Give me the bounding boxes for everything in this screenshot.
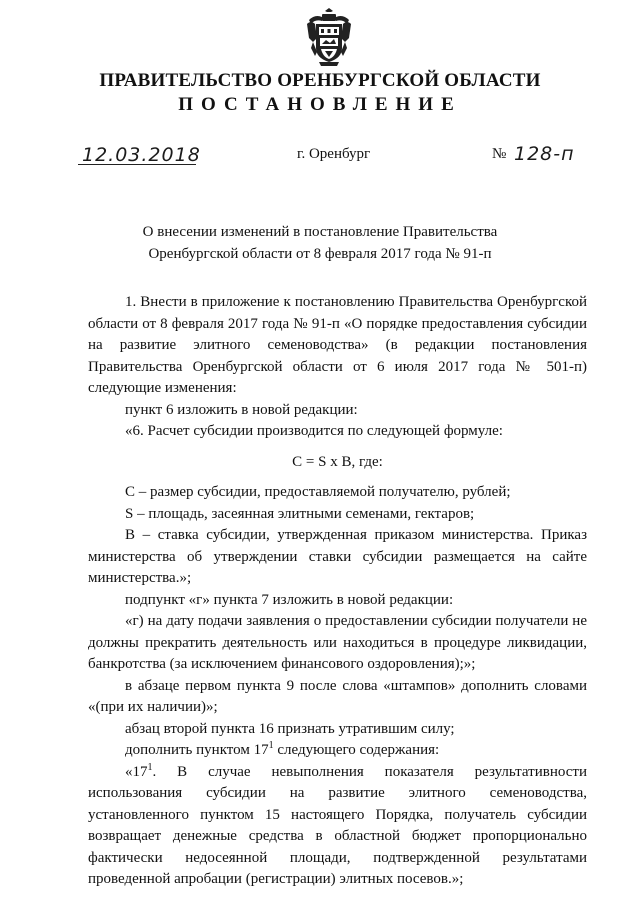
paragraph-4: С – размер субсидии, предоставляемой получателю, рублей; bbox=[125, 484, 511, 500]
paragraph-12-text: «17 bbox=[125, 763, 148, 780]
paragraph-3: «6. Расчет субсидии производится по следующей формуле: bbox=[125, 423, 503, 439]
paragraph-11-superscript: 1 bbox=[268, 740, 274, 751]
paragraph-11-tail: следующего содержания: bbox=[273, 742, 440, 758]
formula: С = S x В, где: bbox=[292, 453, 383, 470]
government-title: ПРАВИТЕЛЬСТВО ОРЕНБУРГСКОЙ ОБЛАСТИ bbox=[99, 70, 541, 91]
date-field bbox=[78, 144, 201, 168]
paragraph-12-superscript: 1 bbox=[147, 761, 153, 773]
subject-line-1: О внесении изменений в постановление Правительства bbox=[142, 224, 498, 240]
paragraph-12 bbox=[88, 762, 587, 891]
paragraph-11-text: дополнить пунктом 17 bbox=[125, 742, 269, 758]
document-subject bbox=[0, 221, 640, 265]
subject-line-2: Оренбургской области от 8 февраля 2017 года № 91-п bbox=[148, 246, 492, 262]
number-sign: № bbox=[492, 146, 507, 162]
paragraph-2: пункт 6 изложить в новой редакции: bbox=[125, 401, 358, 418]
document-body bbox=[88, 292, 587, 891]
paragraph-5: S – площадь, засеянная элитными семенами, гектаров; bbox=[125, 505, 475, 522]
paragraph-11 bbox=[88, 740, 587, 762]
coat-of-arms-icon bbox=[305, 8, 353, 66]
paragraph-8: «г) на дату подачи заявления о предоставлении субсидии получатели не должны прекратить деятельность или находиться в процедуре ликвидации, банкротства (за исключением финансового оздоровления);»; bbox=[88, 613, 587, 672]
handwritten-number: 128-п bbox=[514, 143, 575, 165]
paragraph-9: в абзаце первом пункта 9 после слова «штампов» дополнить словами «(при их наличии)»; bbox=[88, 677, 587, 715]
city-label: г. Оренбург bbox=[297, 146, 371, 162]
paragraph-1: 1. Внести в приложение к постановлению Правительства Оренбургской области от 8 февраля 2017 года № 91-п «О порядке предоставления субсидии на развитие элитного семеноводства» (в редакции постановления Правительства Оренбургской области от 6 июля 2017 года № 501-п) следующие изменения: bbox=[88, 294, 587, 396]
number-field bbox=[492, 144, 584, 168]
paragraph-7: подпункт «г» пункта 7 изложить в новой редакции: bbox=[125, 591, 454, 608]
paragraph-10: абзац второй пункта 16 признать утратившим силу; bbox=[125, 720, 455, 737]
date-underline bbox=[78, 164, 196, 165]
document-type-heading: ПОСТАНОВЛЕНИЕ bbox=[178, 94, 462, 115]
handwritten-date: 12.03.2018 bbox=[82, 144, 201, 166]
paragraph-6: В – ставка субсидии, утвержденная приказом министерства. Приказ министерства об утверждении ставки субсидии размещается на сайте министерства.»; bbox=[88, 527, 587, 586]
paragraph-12-tail: . В случае невыполнения показателя результативности использования субсидии на развитие элитного семеноводства, установленного пунктом 15 настоящего Порядка, получатель субсидии возвращает денежные средства в областной бюджет пропорционально фактически недосеянной площади, подтвержденной результатами проведенной апробации (регистрации) элитных посевов.»; bbox=[88, 763, 587, 887]
